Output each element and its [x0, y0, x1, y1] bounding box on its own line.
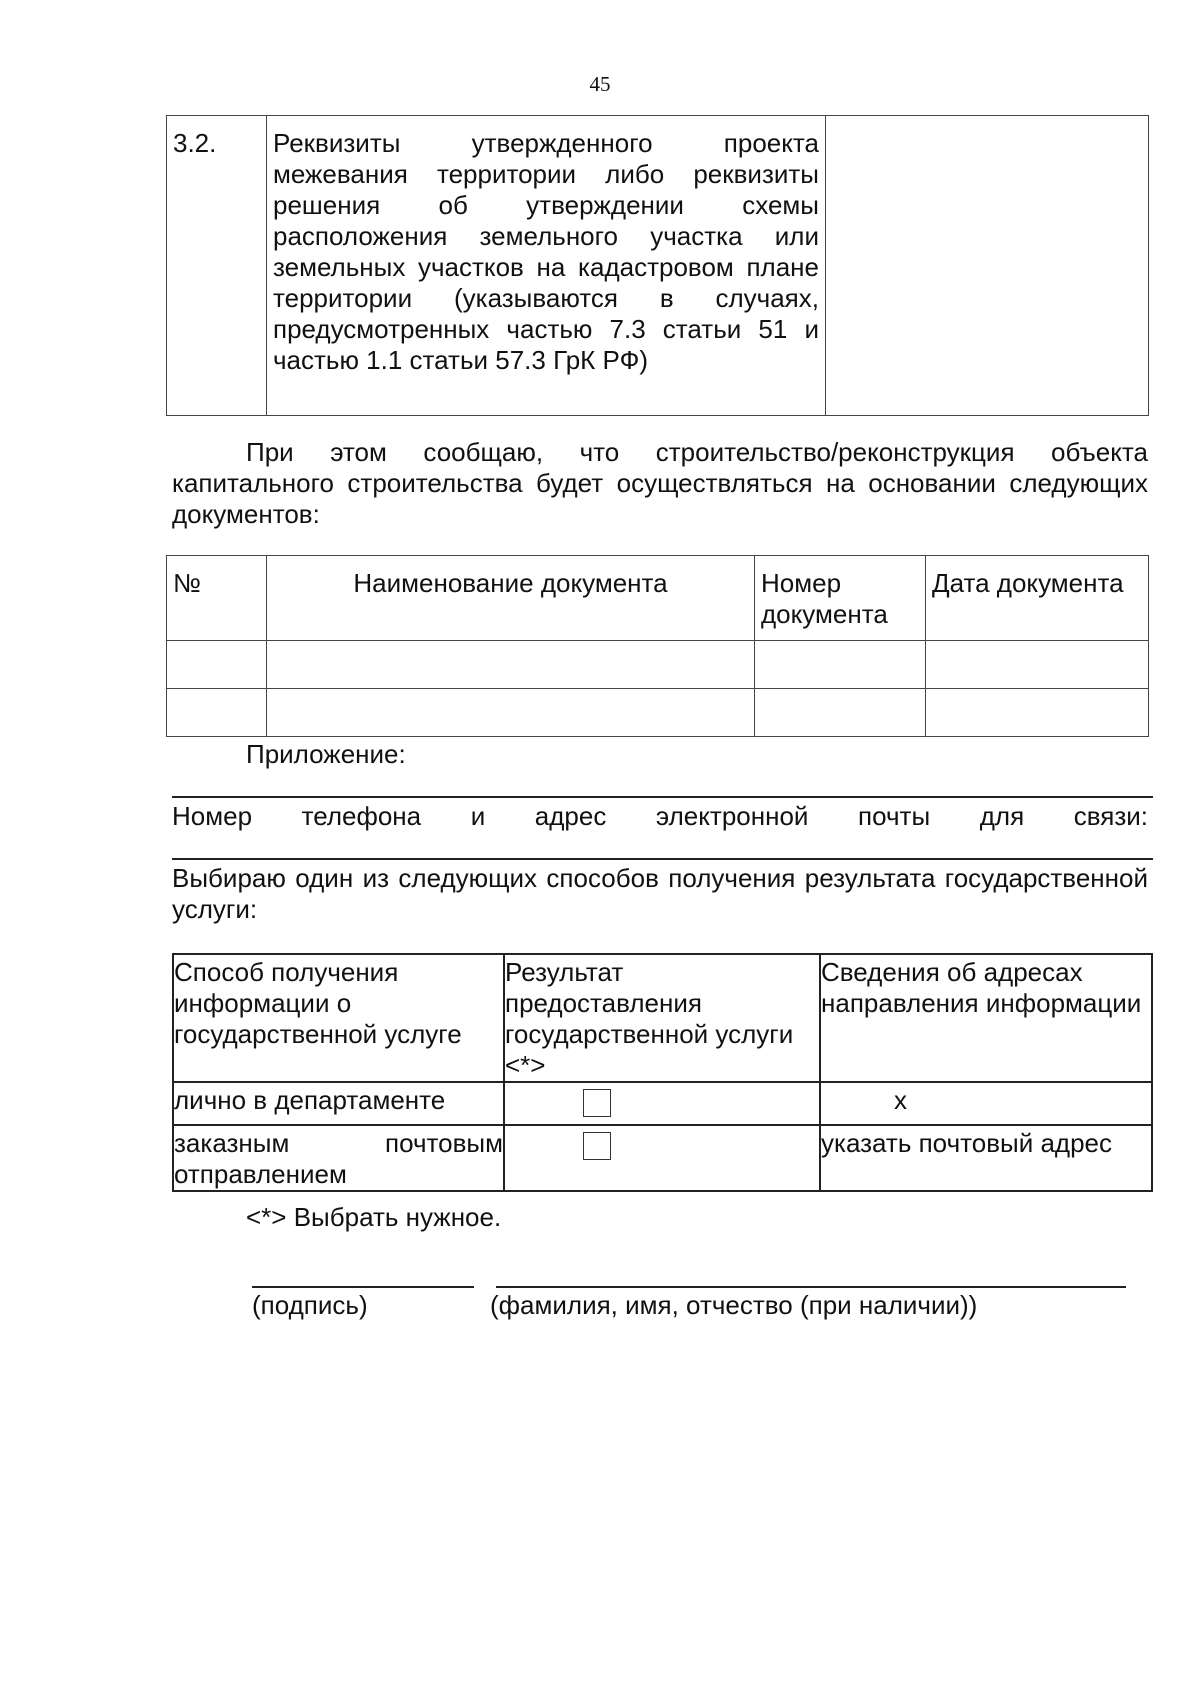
contact-line[interactable] — [172, 858, 1153, 860]
table-cell[interactable] — [267, 641, 755, 689]
col-doc-name-header: Наименование документа — [267, 556, 755, 641]
col-doc-number-header: Номер документа — [755, 556, 926, 641]
method-in-person: лично в департаменте — [173, 1082, 504, 1125]
page-number: 45 — [589, 72, 611, 96]
address-in-person: х — [820, 1082, 1152, 1125]
col-result-header: Результат предоставления государственной услуги <*> — [504, 954, 820, 1082]
table-row — [167, 116, 1149, 416]
col-number-header: № — [167, 556, 267, 641]
address-registered-mail: указать почтовый адрес — [820, 1125, 1152, 1191]
col-address-header: Сведения об адресах направления информации — [820, 954, 1152, 1082]
method-registered-mail — [173, 1125, 504, 1191]
full-name-label: (фамилия, имя, отчество (при наличии)) — [490, 1290, 978, 1320]
table-cell[interactable] — [755, 689, 926, 737]
in-person-checkbox[interactable] — [583, 1089, 611, 1117]
signature-label: (подпись) — [252, 1290, 368, 1320]
table-row — [167, 689, 1149, 737]
choose-method-text: Выбираю один из следующих способов получения результата государственной услуги: — [172, 863, 1148, 924]
documents-table — [166, 555, 1149, 737]
table-row — [167, 641, 1149, 689]
requisite-description: Реквизиты утвержденного проекта межевания территории либо реквизиты решения об утверждении схемы расположения земельного участка или земельных участков на кадастровом плане территории (указываются в случаях, предусмотренных частью 7.3 статьи 51 и частью 1.1 статьи 57.3 ГрК РФ) — [267, 116, 826, 416]
intro-paragraph: При этом сообщаю, что строительство/реконструкция объекта капитального строительства будет осуществляться на основании следующих документов: — [172, 437, 1148, 529]
contact-label: Номер телефона и адрес электронной почты для связи: — [172, 801, 1148, 831]
table-cell[interactable] — [167, 689, 267, 737]
table-cell[interactable] — [926, 641, 1149, 689]
table-header-row — [167, 556, 1149, 641]
full-name-line[interactable] — [496, 1286, 1126, 1288]
methods-table — [172, 953, 1153, 1192]
requisite-value-cell[interactable] — [826, 116, 1149, 416]
requisite-number: 3.2. — [167, 116, 267, 416]
footnote: <*> Выбрать нужное. — [246, 1202, 502, 1232]
table-cell[interactable] — [926, 689, 1149, 737]
table-cell[interactable] — [755, 641, 926, 689]
result-cell — [504, 1125, 820, 1191]
attachment-label: Приложение: — [246, 739, 406, 769]
result-cell — [504, 1082, 820, 1125]
table-row — [173, 1082, 1152, 1125]
table-row — [173, 1125, 1152, 1191]
method-registered-mail-text: заказным почтовым отправлением — [174, 1128, 503, 1189]
attachment-line[interactable] — [172, 796, 1153, 798]
table-cell[interactable] — [167, 641, 267, 689]
registered-mail-checkbox[interactable] — [583, 1132, 611, 1160]
col-method-header: Способ получения информации о государственной услуге — [173, 954, 504, 1082]
col-doc-date-header: Дата документа — [926, 556, 1149, 641]
requisites-table — [166, 115, 1149, 416]
table-header-row — [173, 954, 1152, 1082]
signature-line[interactable] — [252, 1286, 474, 1288]
table-cell[interactable] — [267, 689, 755, 737]
